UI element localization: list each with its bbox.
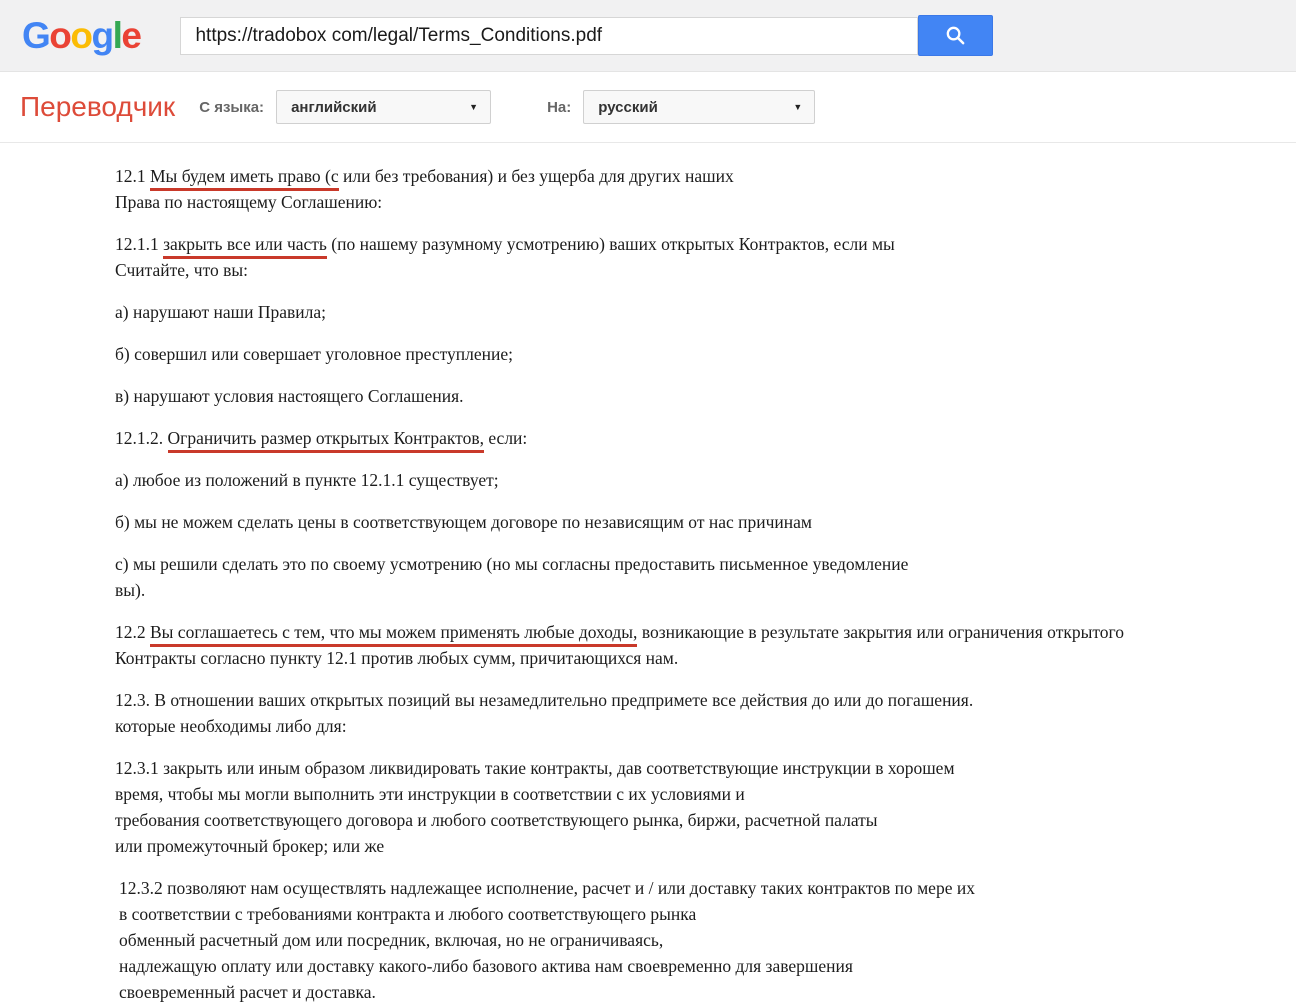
paragraph bbox=[115, 619, 1276, 671]
paragraph-text: 12.3. В отношении ваших открытых позиций вы незамедлительно предпримете все действия до или до погашения. bbox=[115, 690, 974, 710]
red-underlined-text: Мы будем иметь право (с bbox=[150, 166, 339, 191]
paragraph bbox=[115, 425, 1276, 451]
google-logo[interactable] bbox=[22, 17, 140, 54]
paragraph bbox=[115, 163, 1276, 215]
from-language-label: С языка: bbox=[199, 98, 265, 116]
paragraph bbox=[115, 875, 1276, 1005]
paragraph bbox=[115, 687, 1276, 739]
paragraph-text: 12.1.1 bbox=[115, 234, 164, 254]
paragraph bbox=[115, 509, 1276, 535]
logo-letter: l bbox=[112, 15, 122, 56]
paragraph bbox=[115, 383, 1276, 409]
red-underlined-text: Ограничить размер открытых Контрактов, bbox=[168, 428, 484, 453]
paragraph-text: 12.2 bbox=[115, 622, 150, 642]
paragraph-text: или без требования) и без ущерба для других наших bbox=[338, 166, 734, 186]
to-language-dropdown[interactable] bbox=[583, 90, 815, 124]
to-language-value: русский bbox=[598, 98, 658, 116]
search-icon bbox=[944, 24, 967, 47]
paragraph-text: в соответствии с требованиями контракта и любого соответствующего рынка bbox=[119, 904, 697, 924]
logo-letter: g bbox=[91, 15, 113, 56]
logo-letter: e bbox=[121, 15, 141, 56]
chevron-down-icon: ▼ bbox=[793, 102, 803, 112]
to-language-label: На: bbox=[547, 98, 572, 116]
paragraph-text: 12.1.2. bbox=[115, 428, 168, 448]
paragraph bbox=[115, 551, 1276, 603]
paragraph bbox=[115, 341, 1276, 367]
paragraph-text: вы). bbox=[115, 580, 146, 600]
paragraph-text: Контракты согласно пункту 12.1 против любых сумм, причитающихся нам. bbox=[115, 648, 679, 668]
paragraph-text: Считайте, что вы: bbox=[115, 260, 248, 280]
logo-letter: o bbox=[49, 15, 71, 56]
paragraph-text: требования соответствующего договора и любого соответствующего рынка, биржи, расчетной палаты bbox=[115, 810, 878, 830]
url-input[interactable] bbox=[180, 17, 918, 55]
paragraph-text: 12.1 bbox=[115, 166, 150, 186]
paragraph-text: а) нарушают наши Правила; bbox=[115, 302, 326, 322]
paragraph-text: 12.3.1 закрыть или иным образом ликвидировать такие контракты, дав соответствующие инструкции в хорошем bbox=[115, 758, 955, 778]
red-underlined-text: закрыть все или часть bbox=[163, 234, 327, 259]
chevron-down-icon: ▼ bbox=[469, 102, 479, 112]
document-body bbox=[0, 143, 1296, 1006]
red-underlined-text: Вы соглашаетесь с тем, что мы можем применять любые доходы, bbox=[150, 622, 637, 647]
from-language-dropdown[interactable] bbox=[276, 90, 491, 124]
search-button[interactable] bbox=[918, 15, 993, 56]
paragraph-text: в) нарушают условия настоящего Соглашения. bbox=[115, 386, 464, 406]
paragraph-text: б) мы не можем сделать цены в соответствующем договоре по независящим от нас причинам bbox=[115, 512, 812, 532]
paragraph-text: время, чтобы мы могли выполнить эти инструкции в соответствии с их условиями и bbox=[115, 784, 745, 804]
paragraph-text: которые необходимы либо для: bbox=[115, 716, 347, 736]
paragraph-text: если: bbox=[483, 428, 528, 448]
paragraph-text: или промежуточный брокер; или же bbox=[115, 836, 385, 856]
paragraph-text: б) совершил или совершает уголовное преступление; bbox=[115, 344, 514, 364]
translator-title[interactable]: Переводчик bbox=[20, 91, 176, 122]
translator-header bbox=[0, 72, 1296, 143]
paragraph-text: а) любое из положений в пункте 12.1.1 существует; bbox=[115, 470, 499, 490]
paragraph-text: надлежащую оплату или доставку какого-либо базового актива нам своевременно для завершения bbox=[119, 956, 853, 976]
paragraph bbox=[115, 231, 1276, 283]
paragraph-text: 12.3.2 позволяют нам осуществлять надлежащее исполнение, расчет и / или доставку таких контрактов по мере их bbox=[119, 878, 975, 898]
paragraph-text: обменный расчетный дом или посредник, включая, но не ограничиваясь, bbox=[119, 930, 664, 950]
paragraph-text: с) мы решили сделать это по своему усмотрению (но мы согласны предоставить письменное уведомление bbox=[115, 554, 909, 574]
from-language-value: английский bbox=[291, 98, 377, 116]
paragraph bbox=[115, 755, 1276, 859]
logo-letter: o bbox=[70, 15, 92, 56]
paragraph-text: Права по настоящему Соглашению: bbox=[115, 192, 383, 212]
paragraph-text: своевременный расчет и доставка. bbox=[119, 982, 376, 1002]
paragraph bbox=[115, 299, 1276, 325]
paragraph bbox=[115, 467, 1276, 493]
browser-topbar bbox=[0, 0, 1296, 72]
paragraph-text: возникающие в результате закрытия или ограничения открытого bbox=[637, 622, 1125, 642]
logo-letter: G bbox=[22, 15, 50, 56]
paragraph-text: (по нашему разумному усмотрению) ваших открытых Контрактов, если мы bbox=[326, 234, 895, 254]
